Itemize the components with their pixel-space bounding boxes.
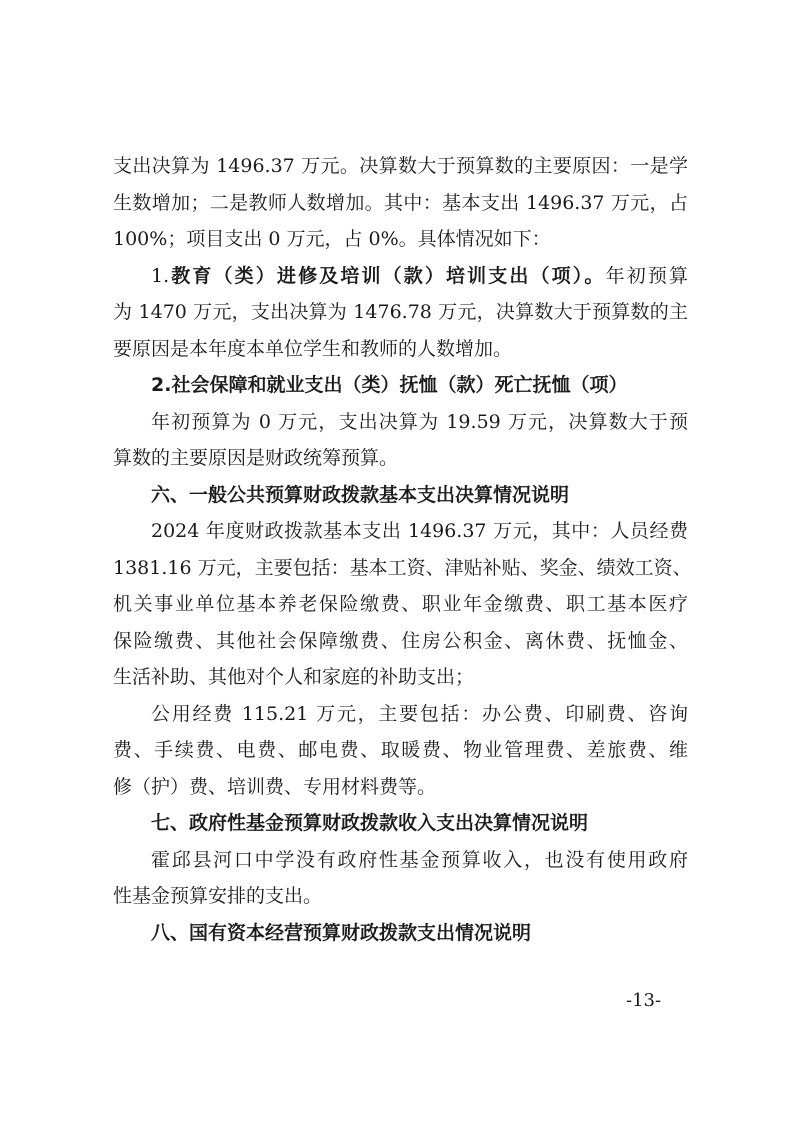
paragraph-line: 算数的主要原因是财政统筹预算。 [113,447,399,469]
paragraph-line: 年初预算为 0 万元，支出决算为 19.59 万元，决算数大于预 [151,410,688,433]
paragraph-line: 支出决算为 1496.37 万元。决算数大于预算数的主要原因：一是学 [113,155,688,177]
paragraph-line: 霍邱县河口中学没有政府性基金预算收入，也没有使用政府 [151,848,688,871]
item-1-text: 年初预算 [605,264,688,287]
paragraph-line: 性基金预算安排的支出。 [113,885,323,907]
paragraph-line: 2024 年度财政拨款基本支出 1496.37 万元，其中：人员经费 [151,520,688,542]
document-body [113,148,692,951]
paragraph-line: 费、手续费、电费、邮电费、取暖费、物业管理费、差旅费、维 [113,739,688,761]
paragraph-line: 1381.16 万元，主要包括：基本工资、津贴补贴、奖金、绩效工资、 [113,556,692,579]
paragraph-line: 要原因是本年度本单位学生和教师的人数增加。 [113,337,513,360]
section-heading-7: 七、政府性基金预算财政拨款收入支出决算情况说明 [151,812,589,834]
item-1-number: 1. [151,264,170,287]
item-1-line [113,258,688,295]
paragraph-line: 机关事业单位基本养老保险缴费、职业年金缴费、职工基本医疗 [113,593,688,615]
paragraph-line: 保险缴费、其他社会保障缴费、住房公积金、离休费、抚恤金、 [113,629,688,652]
item-2-title: 2.社会保障和就业支出（类）抚恤（款）死亡抚恤（项） [151,374,628,396]
paragraph-line: 修（护）费、培训费、专用材料费等。 [113,775,437,798]
paragraph-line: 100%；项目支出 0 万元，占 0%。具体情况如下： [113,228,551,250]
paragraph-line: 生活补助、其他对个人和家庭的补助支出； [113,666,475,688]
page-number: -13- [626,990,662,1011]
item-1-title: 教育（类）进修及培训（款）培训支出（项）。 [169,264,606,287]
paragraph-line: 生数增加；二是教师人数增加。其中：基本支出 1496.37 万元，占 [113,191,688,214]
paragraph-line: 为 1470 万元，支出决算为 1476.78 万元，决算数大于预算数的主 [113,301,688,323]
section-heading-8: 八、国有资本经营预算财政拨款支出情况说明 [151,921,532,944]
paragraph-line: 公用经费 115.21 万元，主要包括：办公费、印刷费、咨询 [151,702,688,725]
section-heading-6: 六、一般公共预算财政拨款基本支出决算情况说明 [151,483,570,506]
